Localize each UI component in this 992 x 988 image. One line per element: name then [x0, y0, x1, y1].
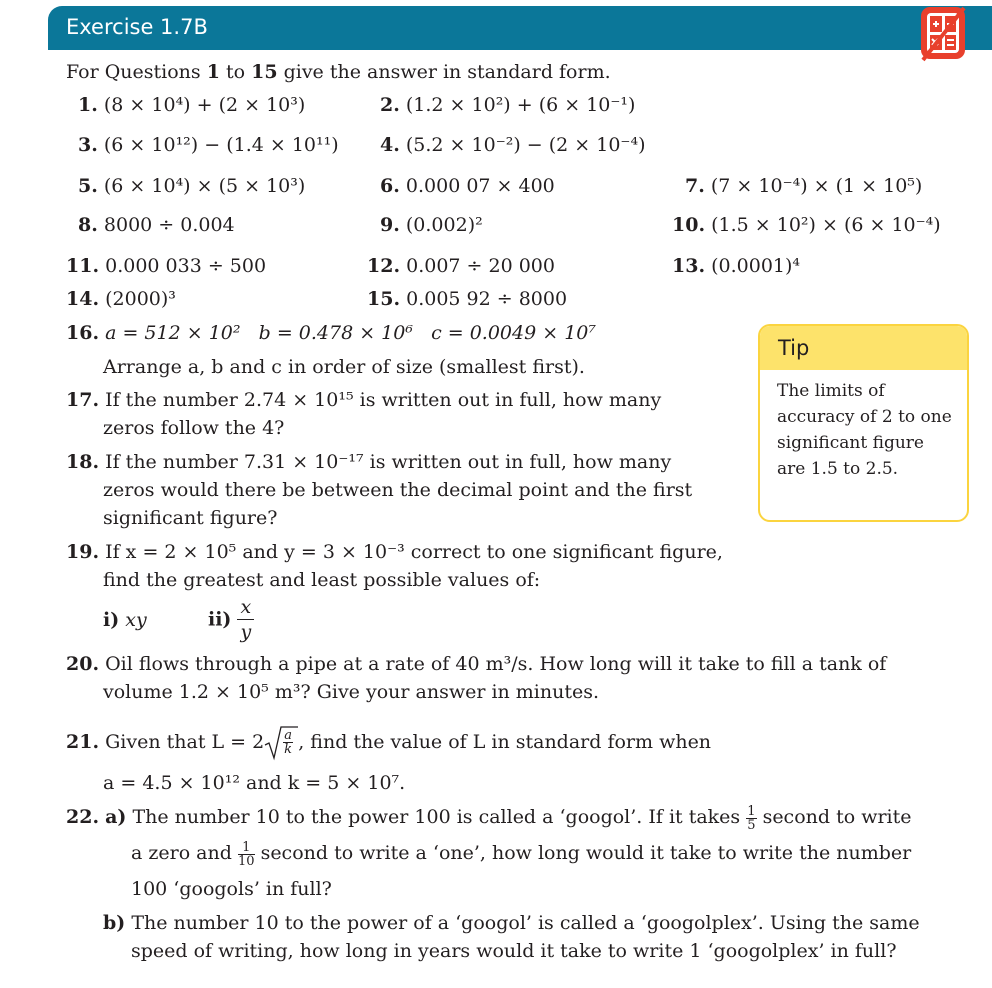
- question-22-a-line-2: a zero and $\frac{1}{10}$ second to write a ‘one’, how long would it take to write the number: [131, 839, 912, 869]
- question-8: 8. 8000 ÷ 0.004: [78, 214, 235, 236]
- question-19-line-2: find the greatest and least possible values of:: [103, 569, 541, 591]
- question-20-line-2: volume 1.2 × 10⁵ m³? Give your answer in minutes.: [103, 681, 600, 703]
- question-17-line-2: zeros follow the 4?: [103, 417, 285, 439]
- question-5: 5. (6 × 10⁴) × (5 × 10³): [78, 175, 306, 197]
- question-14: 14. (2000)³: [66, 288, 176, 310]
- question-18-line-2: zeros would there be between the decimal point and the first: [103, 479, 693, 501]
- fraction-x-over-y: $\frac{x}{y}$: [237, 595, 254, 644]
- exercise-header: [48, 6, 992, 50]
- question-4: 4. (5.2 × 10⁻²) − (2 × 10⁻⁴): [380, 134, 646, 156]
- question-11: 11. 0.000 033 ÷ 500: [66, 255, 267, 277]
- question-17: 17. If the number 2.74 × 10¹⁵ is written out in full, how many: [66, 389, 662, 411]
- square-root: $\frac{a}{k}$: [264, 725, 298, 761]
- question-20: 20. Oil flows through a pipe at a rate of 40 m³/s. How long will it take to fill a tank of: [66, 653, 887, 675]
- fraction-one-tenth: $\frac{1}{10}$: [237, 839, 255, 869]
- question-21-line-2: a = 4.5 × 10¹² and k = 5 × 10⁷.: [103, 772, 406, 794]
- question-3: 3. (6 × 10¹²) − (1.4 × 10¹¹): [78, 134, 339, 156]
- question-7: 7. (7 × 10⁻⁴) × (1 × 10⁵): [685, 175, 923, 197]
- question-19: 19. If x = 2 × 10⁵ and y = 3 × 10⁻³ correct to one significant figure,: [66, 541, 723, 563]
- question-22-a-line-3: 100 ‘googols’ in full?: [131, 878, 332, 900]
- question-15: 15. 0.005 92 ÷ 8000: [367, 288, 568, 310]
- question-22-b-line-2: speed of writing, how long in years would it take to write 1 ‘googolplex’ in full?: [131, 940, 897, 962]
- exercise-title: Exercise 1.7B: [66, 15, 208, 39]
- question-16-line-2: Arrange a, b and c in order of size (smallest first).: [103, 356, 585, 378]
- tip-box: [758, 324, 969, 522]
- question-1: 1. (8 × 10⁴) + (2 × 10³): [78, 94, 306, 116]
- fraction-one-fifth: $\frac{1}{5}$: [747, 803, 756, 833]
- question-22-b: b) The number 10 to the power of a ‘googol’ is called a ‘googolplex’. Using the same: [103, 912, 920, 934]
- no-calculator-icon: [918, 4, 970, 62]
- question-6: 6. 0.000 07 × 400: [380, 175, 555, 197]
- question-9: 9. (0.002)²: [380, 214, 483, 236]
- question-22-a: 22. a) The number 10 to the power 100 is called a ‘googol’. If it takes $\frac{1}{5}$ second to write: [66, 803, 912, 833]
- question-13: 13. (0.0001)⁴: [672, 255, 801, 277]
- question-16: 16. a = 512 × 10² b = 0.478 × 10⁶ c = 0.0049 × 10⁷: [66, 322, 596, 344]
- question-19-part-i: i) xy: [103, 609, 147, 631]
- question-10: 10. (1.5 × 10²) × (6 × 10⁻⁴): [672, 214, 941, 236]
- question-18-line-3: significant figure?: [103, 507, 278, 529]
- tip-title: Tip: [778, 336, 810, 360]
- question-18: 18. If the number 7.31 × 10⁻¹⁷ is written out in full, how many: [66, 451, 672, 473]
- question-12: 12. 0.007 ÷ 20 000: [367, 255, 555, 277]
- question-19-part-ii: ii) $\frac{x}{y}$: [208, 595, 254, 644]
- question-2: 2. (1.2 × 10²) + (6 × 10⁻¹): [380, 94, 636, 116]
- tip-body: The limits of accuracy of 2 to one significant figure are 1.5 to 2.5.: [777, 381, 952, 479]
- intro-text: For Questions 1 to 15 give the answer in standard form.: [66, 61, 611, 83]
- question-21: 21. Given that L = 2 $\frac{a}{k}$ , find the value of L in standard form when: [66, 725, 711, 761]
